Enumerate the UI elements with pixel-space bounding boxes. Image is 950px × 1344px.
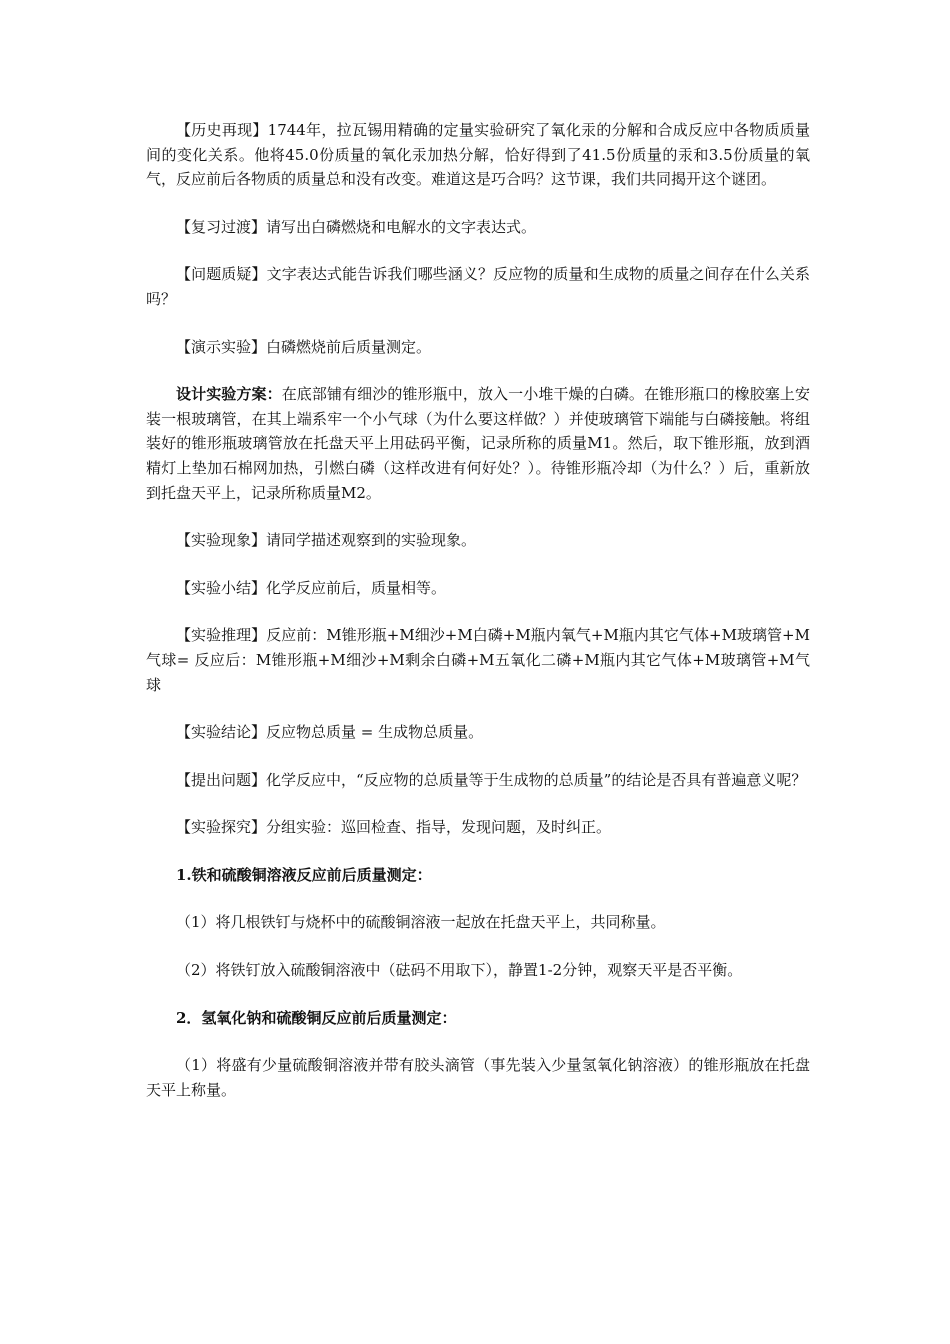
paragraph-lead: 【历史再现】 xyxy=(176,121,268,139)
paragraph-lead: 【实验结论】 xyxy=(176,723,267,742)
paragraph-text: 化学反应前后，质量相等。 xyxy=(266,578,447,597)
paragraph-design xyxy=(146,382,810,505)
paragraph-lead: 【实验推理】 xyxy=(176,626,267,645)
paragraph-lead: 【提出问题】 xyxy=(176,770,267,789)
paragraph-lead: 【实验小结】 xyxy=(176,578,267,597)
experiment-1-step-1: （1）将几根铁钉与烧杯中的硫酸铜溶液一起放在托盘天平上，共同称量。 xyxy=(176,913,666,932)
experiment-2-step-1: （1）将盛有少量硫酸铜溶液并带有胶头滴管（事先装入少量氢氧化钠溶液）的锥形瓶放在托盘天平上称量。 xyxy=(146,1056,810,1099)
paragraph-text: 反应前：M锥形瓶+M细沙+M白磷+M瓶内氧气+M瓶内其它气体+M玻璃管+M气球= 反应后：M锥形瓶+M细沙+M剩余白磷+M五氧化二磷+M瓶内其它气体+M玻璃管+M气球 xyxy=(146,626,810,694)
experiment-2-heading: 2．氢氧化钠和硫酸铜反应前后质量测定： xyxy=(176,1008,457,1027)
paragraph-text: 分组实验：巡回检查、指导，发现问题，及时纠正。 xyxy=(266,818,612,837)
paragraph-text: 反应物总质量 = 生成物总质量。 xyxy=(266,723,484,742)
paragraph-text: 请同学描述观察到的实验现象。 xyxy=(266,531,477,550)
paragraph-lead: 【实验探究】 xyxy=(176,818,267,837)
paragraph-reasoning xyxy=(146,623,810,697)
document-page xyxy=(146,118,810,1125)
paragraph-text: 请写出白磷燃烧和电解水的文字表达式。 xyxy=(266,217,537,236)
paragraph-lead: 【问题质疑】 xyxy=(176,265,267,284)
paragraph-text: 文字表达式能告诉我们哪些涵义？反应物的质量和生成物的质量之间存在什么关系吗？ xyxy=(146,265,810,308)
paragraph-demo xyxy=(146,335,810,360)
paragraph-lead: 【实验现象】 xyxy=(176,531,267,550)
paragraph-lead: 【演示实验】 xyxy=(176,337,267,356)
paragraph-question xyxy=(146,262,810,311)
paragraph-text: 化学反应中，“反应物的总质量等于生成物的总质量”的结论是否具有普遍意义呢？ xyxy=(266,770,807,789)
paragraph-text: 白磷燃烧前后质量测定。 xyxy=(266,337,432,356)
paragraph-lead-bold: 设计实验方案： xyxy=(176,385,282,404)
paragraph-raise xyxy=(146,768,810,793)
paragraph-review xyxy=(146,215,810,240)
experiment-1-heading: 1.铁和硫酸铜溶液反应前后质量测定： xyxy=(176,865,432,884)
paragraph-explore xyxy=(146,815,810,840)
paragraph-summary xyxy=(146,576,810,601)
paragraph-lead: 【复习过渡】 xyxy=(176,217,267,236)
paragraph-text: 1744年，拉瓦锡用精确的定量实验研究了氧化汞的分解和合成反应中各物质质量间的变化关系。他将45.0份质量的氧化汞加热分解，恰好得到了41.5份质量的汞和3.5份质量的氧气，反应前后各物质的质量总和没有改变。难道这是巧合吗？这节课，我们共同揭开这个谜团。 xyxy=(146,121,810,189)
paragraph-history xyxy=(146,118,810,192)
paragraph-conclusion xyxy=(146,720,810,745)
experiment-1-step-2: （2）将铁钉放入硫酸铜溶液中（砝码不用取下），静置1-2分钟，观察天平是否平衡。 xyxy=(176,961,743,980)
paragraph-phenomenon xyxy=(146,528,810,553)
paragraph-text: 在底部铺有细沙的锥形瓶中，放入一小堆干燥的白磷。在锥形瓶口的橡胶塞上安装一根玻璃管，在其上端系牢一个小气球（为什么要这样做？）并使玻璃管下端能与白磷接触。将组装好的锥形瓶玻璃管放在托盘天平上用砝码平衡，记录所称的质量M1。然后，取下锥形瓶，放到酒精灯上垫加石棉网加热，引燃白磷（这样改进有何好处？）。待锥形瓶冷却（为什么？）后，重新放到托盘天平上，记录所称质量M2。 xyxy=(146,385,810,502)
